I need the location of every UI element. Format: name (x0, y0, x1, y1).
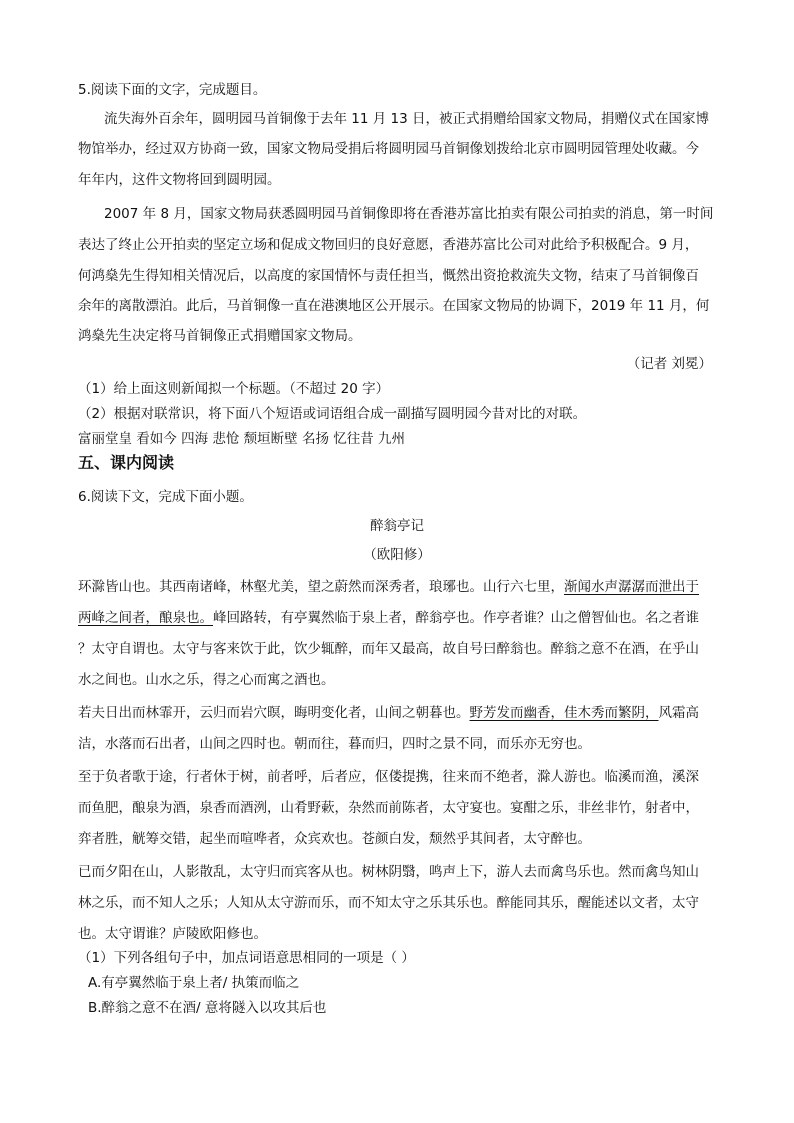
q5-para2-line4: 余年的离散漂泊。此后，马首铜像一直在港澳地区公开展示。在国家文物局的协调下，2019 年 11 月，何 (78, 298, 710, 314)
q5-para2-line3: 何鸿燊先生得知相关情况后，以高度的家国情怀与责任担当，慨然出资抢救流失文物，结束了马首铜像百 (78, 268, 699, 284)
q5-subquestion-2: （2）根据对联常识，将下面八个短语或词语组合成一副描写圆明园今昔对比的对联。 (78, 406, 587, 422)
essay-line-6: 洁，水落而石出者，山间之四时也。朝而往，暮而归，四时之景不同，而乐亦无穷也。 (78, 736, 591, 752)
underlined-sentence: 两峰之间者，酿泉也。 (78, 610, 213, 626)
essay-line-10: 已而夕阳在山，人影散乱，太守归而宾客从也。树林阴翳，鸣声上下，游人去而禽鸟乐也。然而禽鸟知山 (78, 864, 699, 880)
q6-prompt: 6.阅读下文，完成下面小题。 (78, 489, 253, 505)
q5-para2-line5: 鸿燊先生决定将马首铜像正式捐赠国家文物局。 (78, 328, 362, 344)
essay-text: 若夫日出而林霏开，云归而岩穴暝，晦明变化者，山间之朝暮也。 (78, 705, 470, 721)
essay-line-11: 林之乐，而不知人之乐；人知从太守游而乐，而不知太守之乐其乐也。醉能同其乐，醒能述以文者，太守 (78, 895, 699, 911)
essay-line-3: ？太守自谓也。太守与客来饮于此，饮少辄醉，而年又最高，故自号曰醉翁也。醉翁之意不在酒，在乎山 (78, 641, 699, 657)
q5-para2-line2: 表达了终止公开拍卖的坚定立场和促成文物回归的良好意愿，香港苏富比公司对此给予积极配合。9 月， (78, 237, 699, 253)
q5-para1-line2: 物馆举办，经过双方协商一致，国家文物局受捐后将圆明园马首铜像划拨给北京市圆明园管理处收藏。今 (78, 141, 699, 157)
essay-line-8: 而鱼肥，酿泉为酒，泉香而酒洌，山肴野蔌，杂然而前陈者，太守宴也。宴酣之乐，非丝非竹，射者中， (78, 800, 699, 816)
q6-option-b: B.醉翁之意不在酒/ 意将隧入以攻其后也 (88, 1000, 327, 1016)
underlined-sentence: 渐闻水声潺潺而泄出于 (564, 579, 699, 595)
essay-line-4: 水之间也。山水之乐，得之心而寓之酒也。 (78, 672, 335, 688)
q5-subquestion-1: （1）给上面这则新闻拟一个标题。（不超过 20 字） (78, 381, 390, 397)
q5-para1-line3: 年年内，这件文物将回到圆明园。 (78, 172, 281, 188)
q5-para1-line1: 流失海外百余年，圆明园马首铜像于去年 11 月 13 日，被正式捐赠给国家文物局，捐赠仪式在国家博 (104, 111, 710, 127)
essay-author: （欧阳修） (363, 547, 431, 563)
q5-phrase-list: 富丽堂皇 看如今 四海 悲怆 颓垣断壁 名扬 忆往昔 九州 (78, 431, 406, 447)
section-heading: 五、课内阅读 (78, 453, 175, 472)
essay-text: 风霜高 (658, 705, 699, 721)
essay-line-1 (78, 577, 718, 597)
essay-line-5 (78, 703, 718, 723)
essay-title: 醉翁亭记 (370, 518, 424, 534)
essay-line-9: 弈者胜，觥筹交错，起坐而喧哗者，众宾欢也。苍颜白发，颓然乎其间者，太守醉也。 (78, 831, 591, 847)
underlined-sentence: 野芳发而幽香，佳木秀而繁阴， (469, 705, 659, 721)
q6-option-a: A.有亭翼然临于泉上者/ 执策而临之 (88, 975, 300, 991)
essay-line-2 (78, 608, 718, 628)
essay-line-7: 至于负者歌于途，行者休于树，前者呼，后者应，伛偻提携，往来而不绝者，滁人游也。临溪而渔，溪深 (78, 769, 699, 785)
essay-text: 环滁皆山也。其西南诸峰，林壑尤美，望之蔚然而深秀者，琅琊也。山行六七里， (78, 579, 564, 595)
q5-para2-line1: 2007 年 8 月，国家文物局获悉圆明园马首铜像即将在香港苏富比拍卖有限公司拍卖的消息，第一时间 (104, 206, 714, 222)
q5-prompt: 5.阅读下面的文字，完成题目。 (78, 82, 267, 98)
essay-text: 峰回路转，有亭翼然临于泉上者，醉翁亭也。作亭者谁？山之僧智仙也。名之者谁 (213, 610, 699, 626)
q6-subquestion-1: （1）下列各组句子中，加点词语意思相同的一项是（ ） (78, 950, 415, 966)
essay-line-12: 也。太守谓谁？庐陵欧阳修也。 (78, 926, 267, 942)
q5-byline: （记者 刘冕） (626, 356, 712, 372)
